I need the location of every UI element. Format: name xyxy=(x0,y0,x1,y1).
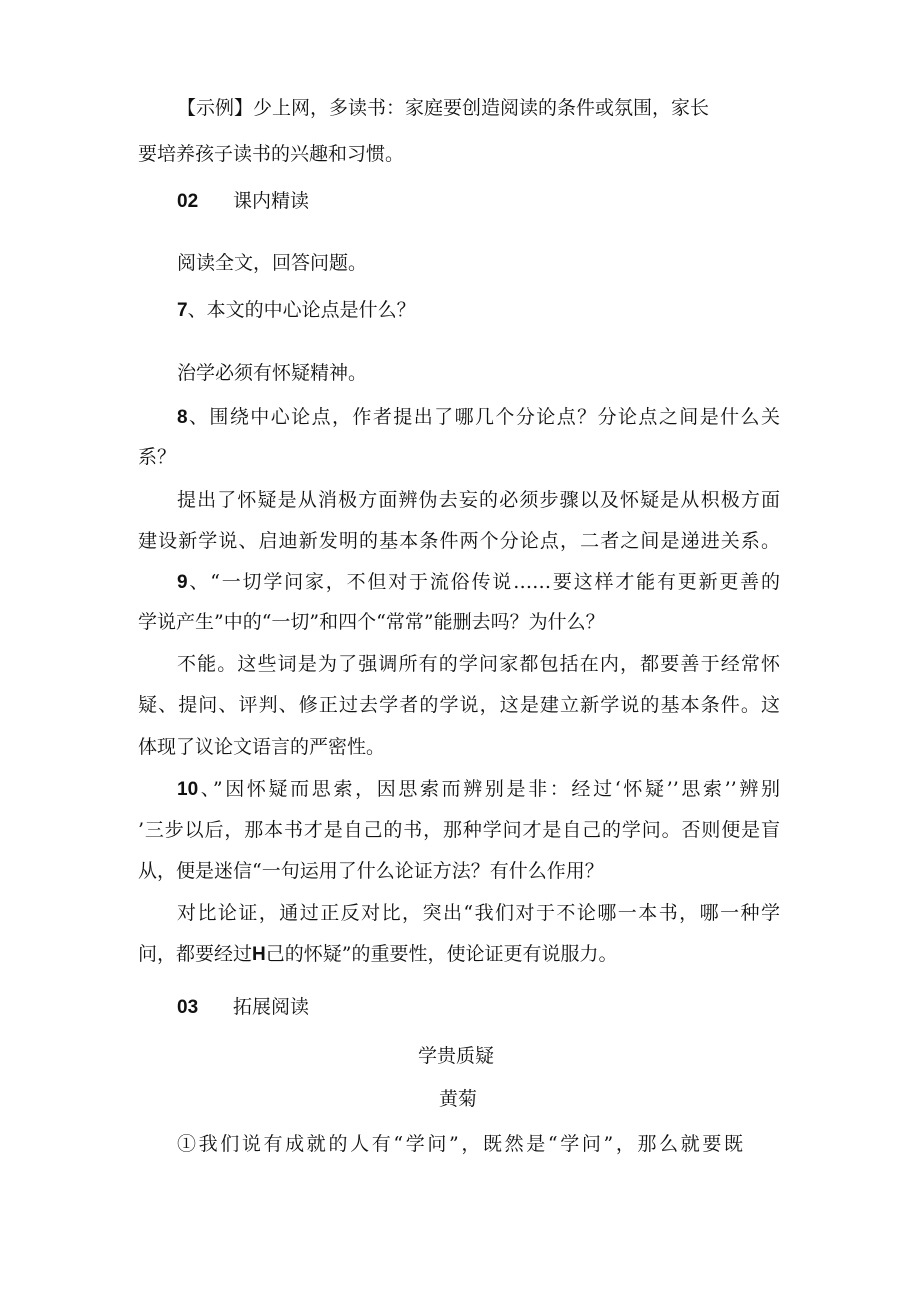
question-8-number: 8 xyxy=(177,407,188,428)
question-8-line-2: 系？ xyxy=(138,446,177,468)
example-line-1: 【示例】少上网，多读书：家庭要创造阅读的条件或氛围，家长 xyxy=(177,97,710,119)
answer-10-line-1: 对比论证，通过正反对比，突出“我们对于不论哪一本书，哪一种学 xyxy=(177,902,780,924)
question-7-text: 、本文的中心论点是什么？ xyxy=(187,299,416,321)
answer-7: 治学必须有怀疑精神。 xyxy=(177,362,368,384)
question-10-number: 10 xyxy=(177,779,199,800)
question-10-line-2: ’三步以后，那本书才是自己的书，那种学问才是自己的学问。否则便是盲 xyxy=(138,819,780,841)
article-title: 学贵质疑 xyxy=(418,1045,495,1067)
question-9-text: 、“一切学问家，不但对于流俗传说……要这样才能有更新更善的 xyxy=(187,571,780,593)
question-10-text: 、”因怀疑而思索，因思索而辨别是非：经过‘怀疑’’思索’’辨别 xyxy=(198,778,780,800)
answer-9-line-2: 疑、提问、评判、修正过去学者的学说，这是建立新学说的基本条件。这 xyxy=(138,694,780,716)
answer-8-line-1: 提出了怀疑是从消极方面辨伪去妄的必须步骤以及怀疑是从枳极方面 xyxy=(177,489,780,511)
answer-10-letter: H xyxy=(252,944,266,965)
answer-9-line-1: 不能。这些词是为了强调所有的学问家都包括在内，都要善于经常怀 xyxy=(177,653,780,675)
example-line-2: 要培养孩子读书的兴趣和习惯。 xyxy=(138,143,405,165)
answer-8-line-2: 建设新学说、启迪新发明的基本条件两个分论点，二者之间是递进关系。 xyxy=(138,530,780,552)
question-9-number: 9 xyxy=(177,572,188,593)
section-02-title: 课内精读 xyxy=(233,190,310,212)
question-10-line-3: 从，便是迷信“一句运用了什么论证方法？有什么作用？ xyxy=(138,860,604,882)
section-03-number: 03 xyxy=(177,997,199,1018)
question-7 xyxy=(177,298,416,323)
question-10-line-1 xyxy=(177,777,780,802)
question-9-line-2: 学说产生”中的“一切”和四个“常常”能删去吗？为什么？ xyxy=(138,611,605,633)
section-03-heading xyxy=(177,995,309,1020)
section-03-title: 拓展阅读 xyxy=(233,996,310,1018)
instruction: 阅读全文，回答问题。 xyxy=(177,252,368,274)
article-paragraph-1: ①我们说有成就的人有“学问”，既然是“学问”，那么就要既 xyxy=(177,1133,743,1155)
article-author: 黄菊 xyxy=(439,1088,478,1110)
answer-10-line-2: 问，都要经过H己的怀疑”的重要性，使论证更有说服力。 xyxy=(138,943,618,965)
question-7-number: 7 xyxy=(177,300,188,321)
question-8-line-1 xyxy=(177,405,780,430)
answer-9-line-3: 体现了议论文语言的严密性。 xyxy=(138,736,386,758)
question-8-text: 、围绕中心论点，作者提出了哪几个分论点？分论点之间是什么关 xyxy=(187,406,780,428)
section-02-number: 02 xyxy=(177,191,199,212)
question-9-line-1 xyxy=(177,570,780,595)
section-02-heading xyxy=(177,189,309,214)
